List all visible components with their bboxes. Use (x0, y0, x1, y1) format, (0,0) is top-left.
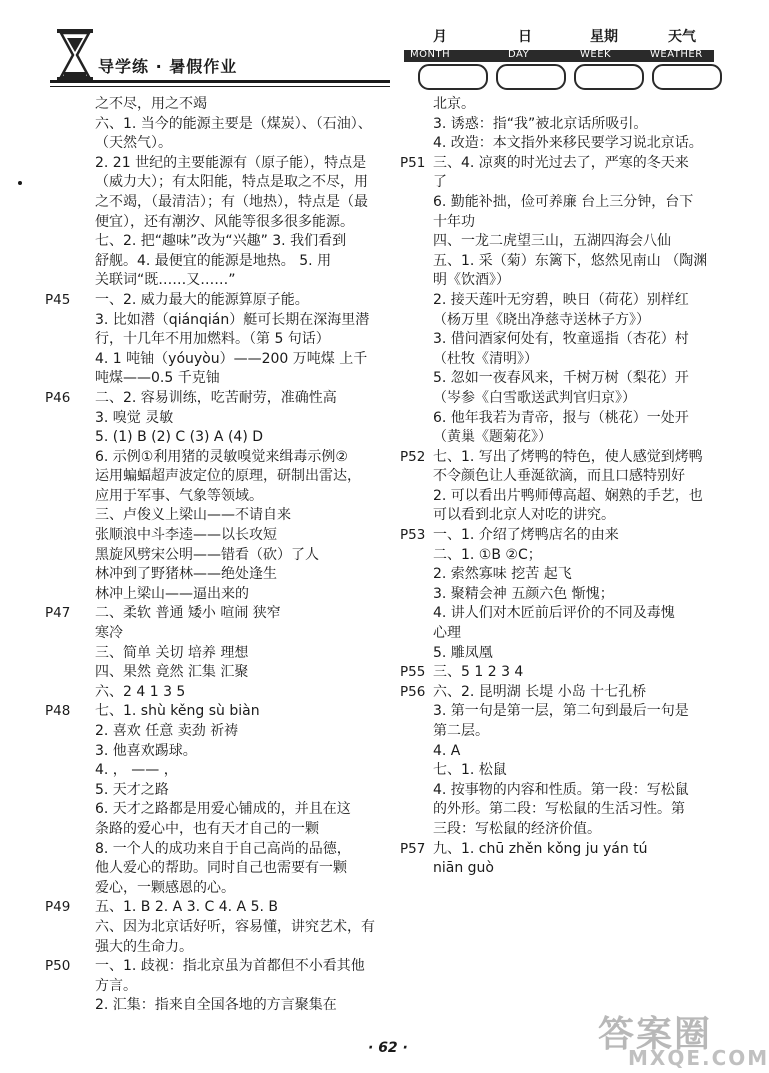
page-ref-label: P50 (45, 958, 71, 975)
answer-text: 七、1. 松鼠 (433, 762, 507, 779)
hourglass-icon (55, 28, 95, 82)
answer-line (45, 604, 390, 624)
answer-text: 四、一龙二虎望三山，五湖四海会八仙 (433, 233, 671, 250)
answer-line (400, 154, 720, 174)
answer-line (400, 526, 720, 546)
answer-text: （威力大）；有太阳能，特点是取之不尽，用 (95, 174, 368, 191)
answer-text: 3. 他喜欢踢球。 (95, 742, 197, 759)
answer-text: 二、柔软 普通 矮小 喧闹 狭窄 (95, 605, 281, 622)
answer-text: 九、1. chū zhěn kǒng ju yán tú (433, 840, 648, 857)
page-ref-label: P53 (400, 527, 426, 544)
page-ref-label: P52 (400, 448, 426, 465)
answer-line (45, 585, 390, 605)
answer-line (45, 624, 390, 644)
answer-line (400, 604, 720, 624)
answer-line (400, 389, 720, 409)
answer-line (400, 702, 720, 722)
answer-line (400, 546, 720, 566)
answer-text: 2. 汇集：指来自全国各地的方言聚集在 (95, 997, 337, 1014)
day-field[interactable] (496, 64, 566, 90)
answer-line (45, 663, 390, 683)
page-header (0, 0, 750, 92)
answer-line (45, 193, 390, 213)
label-day-en: DAY (508, 49, 530, 60)
watermark-text: 答案圈 (598, 1014, 713, 1055)
label-day: 日 (518, 29, 532, 45)
answer-text: 3. 第一句是第一层，第二句到最后一句是 (433, 703, 689, 720)
answer-line (45, 350, 390, 370)
answer-line (45, 467, 390, 487)
page-ref-label: P48 (45, 703, 71, 720)
answer-line (45, 977, 390, 997)
label-month-en: MONTH (410, 49, 451, 60)
answer-text: 一、1. 歧视：指北京虽为首都但不小看其他 (95, 958, 365, 975)
answer-line (45, 252, 390, 272)
answer-line (400, 173, 720, 193)
answer-text: 七、1. shù kěng sù biàn (95, 703, 260, 720)
answer-line (45, 702, 390, 722)
answer-line (400, 330, 720, 350)
answer-text: 运用蝙蝠超声波定位的原理，研制出雷达， (95, 468, 361, 485)
answer-text: 十年功 (433, 213, 475, 230)
answer-line (400, 232, 720, 252)
answer-text: 5. 忽如一夜春风来，千树万树（梨花）开 (433, 370, 689, 387)
answer-text: 张顺浪中斗李逵——以长攻短 (95, 527, 277, 544)
answer-line (45, 213, 390, 233)
answer-text: 5. 雕凤凰 (433, 644, 493, 661)
answer-text: 2. 21 世纪的主要能源有（原子能），特点是 (95, 154, 367, 171)
answer-text: 8. 一个人的成功来自于自己高尚的品德， (95, 840, 351, 857)
answer-line (45, 115, 390, 135)
answer-text: 4. ， —— ， (95, 762, 178, 779)
answer-text: 之不竭，（最清洁）；有（地热），特点是（最 (95, 193, 368, 210)
margin-dot (18, 181, 22, 185)
answer-text: 可以看到北京人对吃的讲究。 (433, 507, 615, 524)
answer-line (400, 115, 720, 135)
answer-text: 七、2. 把“趣味”改为“兴趣” 3. 我们看到 (95, 233, 347, 250)
weather-field[interactable] (652, 64, 722, 90)
answer-text: 心理 (433, 625, 461, 642)
answer-line (400, 624, 720, 644)
answer-text: （岑参《白雪歌送武判官归京》） (433, 389, 636, 406)
answer-line (45, 311, 390, 331)
answer-line (45, 506, 390, 526)
answer-text: 四、果然 竟然 汇集 汇聚 (95, 664, 249, 681)
answer-text: 应用于军事、气象等领域。 (95, 487, 263, 504)
answer-text: 一、2. 威力最大的能源算原子能。 (95, 291, 309, 308)
answer-text: 之不尽，用之不竭 (95, 96, 207, 112)
answer-text: 三、5 1 2 3 4 (433, 664, 524, 681)
answer-line (45, 173, 390, 193)
answer-line (400, 506, 720, 526)
answer-line (45, 330, 390, 350)
answer-line (400, 487, 720, 507)
answer-text: 六、2 4 1 3 5 (95, 683, 186, 700)
answer-text: 4. 讲人们对木匠前后评价的不同及毒愧 (433, 605, 675, 622)
answer-line (400, 467, 720, 487)
answer-text: 3. 比如潜（qiánqián）艇可长期在深海里潜 (95, 311, 370, 328)
brand-title: 导学练 · 暑假作业 (98, 57, 238, 76)
answer-line (400, 409, 720, 429)
answer-line (400, 683, 720, 703)
label-month: 月 (433, 29, 447, 45)
answer-line (400, 565, 720, 585)
answer-text: 行，十几年不用加燃料。（第 5 句话） (95, 331, 330, 348)
answer-text: 6. 天才之路都是用爱心铺成的，并且在这 (95, 801, 351, 818)
answer-text: 4. 按事物的内容和性质。第一段：写松鼠 (433, 781, 689, 798)
watermark-logo (598, 1006, 769, 1070)
answer-line (45, 409, 390, 429)
answer-line (45, 291, 390, 311)
answer-text: 黑旋风劈宋公明——错看（砍）了人 (95, 546, 319, 563)
answer-line (45, 840, 390, 860)
page-ref-label: P51 (400, 154, 426, 171)
month-field[interactable] (418, 64, 488, 90)
answer-text: 2. 可以看出片鸭师傅高超、娴熟的手艺，也 (433, 487, 703, 504)
answer-text: 六、1. 当今的能源主要是（煤炭）、（石油）、 (95, 115, 372, 132)
answer-text: 六、因为北京话好听，容易懂，讲究艺术，有 (95, 918, 375, 935)
answer-text: 3. 聚精会神 五颜六色 惭愧； (433, 585, 614, 602)
answer-line (45, 938, 390, 958)
page-ref-label: P46 (45, 389, 71, 406)
answer-text: 他人爱心的帮助。同时自己也需要有一颗 (95, 860, 347, 877)
answer-text: 4. A (433, 742, 461, 759)
answer-text: 4. 1 吨铀（yóuyòu）——200 万吨煤 上千 (95, 350, 368, 367)
page-ref-label: P55 (400, 664, 426, 681)
answer-text: 五、1. B 2. A 3. C 4. A 5. B (95, 899, 278, 916)
answer-text: 舒舰。4. 最便宜的能源是地热。 5. 用 (95, 252, 332, 269)
label-week-en: WEEK (580, 49, 612, 60)
answer-text: 明《饮酒》） (433, 272, 510, 289)
answer-text: 3. 诱惑：指“我”被北京话所吸引。 (433, 115, 648, 132)
answer-line (400, 800, 720, 820)
answer-line (45, 996, 390, 1016)
answer-line (45, 526, 390, 546)
answer-line (400, 311, 720, 331)
header-rule (50, 80, 390, 83)
answer-text: （黄巢《题菊花》） (433, 429, 552, 446)
answer-line (400, 820, 720, 840)
label-weather-en: WEATHER (650, 49, 703, 60)
answer-text: 5. (1) B (2) C (3) A (4) D (95, 429, 264, 446)
answer-line (45, 918, 390, 938)
answer-line (45, 271, 390, 291)
page-ref-label: P57 (400, 840, 426, 857)
answer-text: 三、卢俊义上梁山——不请自来 (95, 507, 291, 524)
answer-text: 2. 接天莲叶无穷碧，映日（荷花）别样红 (433, 291, 689, 308)
answer-text: 强大的生命力。 (95, 938, 193, 955)
answer-line (45, 859, 390, 879)
answer-line (45, 546, 390, 566)
answer-line (45, 898, 390, 918)
answer-text: 2. 喜欢 任意 卖劲 祈祷 (95, 723, 239, 739)
answer-text: 七、1. 写出了烤鸭的特色，使人感觉到烤鸭 (433, 448, 703, 465)
answer-text: 林冲上梁山——逼出来的 (95, 585, 249, 602)
answer-line (400, 134, 720, 154)
answer-text: 二、2. 容易训练，吃苦耐劳，准确性高 (95, 389, 337, 406)
label-week: 星期 (590, 29, 618, 45)
answer-line (45, 134, 390, 154)
answer-text: 3. 嗅觉 灵敏 (95, 409, 174, 426)
answer-line (400, 291, 720, 311)
answer-text: 第二层。 (433, 723, 489, 739)
answer-line (400, 95, 720, 115)
answer-line (400, 722, 720, 742)
right-answer-column (400, 95, 720, 879)
answer-line (400, 213, 720, 233)
answer-text: 北京。 (433, 96, 475, 112)
answer-text: 林冲到了野猪林——绝处逢生 (95, 566, 277, 583)
answer-text: 寒冷 (95, 625, 123, 642)
answer-text: 五、1. 采（菊）东篱下，悠然见南山 （陶渊 (433, 252, 708, 269)
answer-line (400, 859, 720, 879)
answer-line (400, 252, 720, 272)
answer-line (45, 683, 390, 703)
answer-line (400, 644, 720, 664)
answer-line (45, 781, 390, 801)
answer-text: 便宜），还有潮汐、风能等很多很多能源。 (95, 213, 354, 230)
answer-text: （杜牧《清明》） (433, 350, 538, 367)
answer-line (400, 663, 720, 683)
page-ref-label: P47 (45, 605, 71, 622)
answer-line (400, 840, 720, 860)
answer-line (45, 487, 390, 507)
answer-text: 三、简单 关切 培养 理想 (95, 644, 249, 661)
answer-text: 三、4. 凉爽的时光过去了，严寒的冬天来 (433, 154, 689, 171)
answer-line (45, 722, 390, 742)
page-ref-label: P49 (45, 899, 71, 916)
answer-text: （天然气）。 (95, 135, 172, 152)
answer-line (45, 154, 390, 174)
answer-line (45, 565, 390, 585)
answer-line (45, 820, 390, 840)
answer-text: 条路的爱心中，也有天才自己的一颗 (95, 820, 319, 837)
answer-line (45, 428, 390, 448)
answer-line (45, 879, 390, 899)
page-ref-label: P45 (45, 291, 71, 308)
answer-text: 3. 借问酒家何处有，牧童遥指（杏花）村 (433, 331, 689, 348)
answer-line (400, 781, 720, 801)
answer-line (400, 742, 720, 762)
answer-text: 5. 天才之路 (95, 781, 169, 798)
label-weather: 天气 (668, 29, 696, 45)
answer-text: 方言。 (95, 977, 137, 994)
answer-text: 爱心，一颗感恩的心。 (95, 879, 235, 896)
answer-text: 6. 示例①利用猪的灵敏嗅觉来缉毒示例② (95, 448, 348, 465)
answer-line (45, 644, 390, 664)
page-ref-label: P56 (400, 683, 426, 700)
week-field[interactable] (574, 64, 644, 90)
left-answer-column (45, 95, 390, 1016)
answer-text: 4. 改造：本文指外来移民要学习说北京话。 (433, 135, 703, 152)
answer-line (400, 761, 720, 781)
answer-text: niān guò (433, 860, 494, 877)
answer-line (400, 428, 720, 448)
answer-line (45, 232, 390, 252)
answer-text: 了 (433, 174, 447, 191)
answer-text: 六、2. 昆明湖 长堤 小岛 十七孔桥 (433, 683, 647, 700)
answer-text: 一、1. 介绍了烤鸭店名的由来 (433, 527, 619, 544)
answer-text: 三段：写松鼠的经济价值。 (433, 820, 601, 837)
answer-text: 6. 他年我若为青帝，报与（桃花）一处开 (433, 409, 689, 426)
answer-line (45, 761, 390, 781)
answer-text: 2. 索然寡味 挖苦 起飞 (433, 566, 572, 583)
watermark-url: MXQE.COM (628, 1046, 769, 1070)
answer-line (45, 95, 390, 115)
answer-text: 二、1. ①B ②C； (433, 546, 542, 563)
answer-line (400, 448, 720, 468)
answer-line (45, 957, 390, 977)
answer-text: 关联词“既……又……” (95, 272, 236, 289)
answer-line (45, 389, 390, 409)
answer-line (45, 800, 390, 820)
answer-line (45, 742, 390, 762)
answer-text: 6. 勤能补拙，俭可养廉 台上三分钟，台下 (433, 193, 694, 210)
header-rule-thin (50, 86, 390, 87)
answer-line (45, 448, 390, 468)
answer-text: 吨煤——0.5 千克铀 (95, 370, 220, 387)
answer-line (400, 369, 720, 389)
answer-text: 不令颜色让人垂涎欲滴，而且口感特别好 (433, 468, 685, 485)
answer-line (45, 369, 390, 389)
answer-text: （杨万里《晓出净慈寺送林子方》） (433, 311, 650, 328)
answer-line (400, 271, 720, 291)
answer-line (400, 350, 720, 370)
page-number: · 62 · (368, 1040, 408, 1056)
answer-text: 的外形。第二段：写松鼠的生活习性。第 (433, 801, 685, 818)
answer-line (400, 193, 720, 213)
answer-line (400, 585, 720, 605)
